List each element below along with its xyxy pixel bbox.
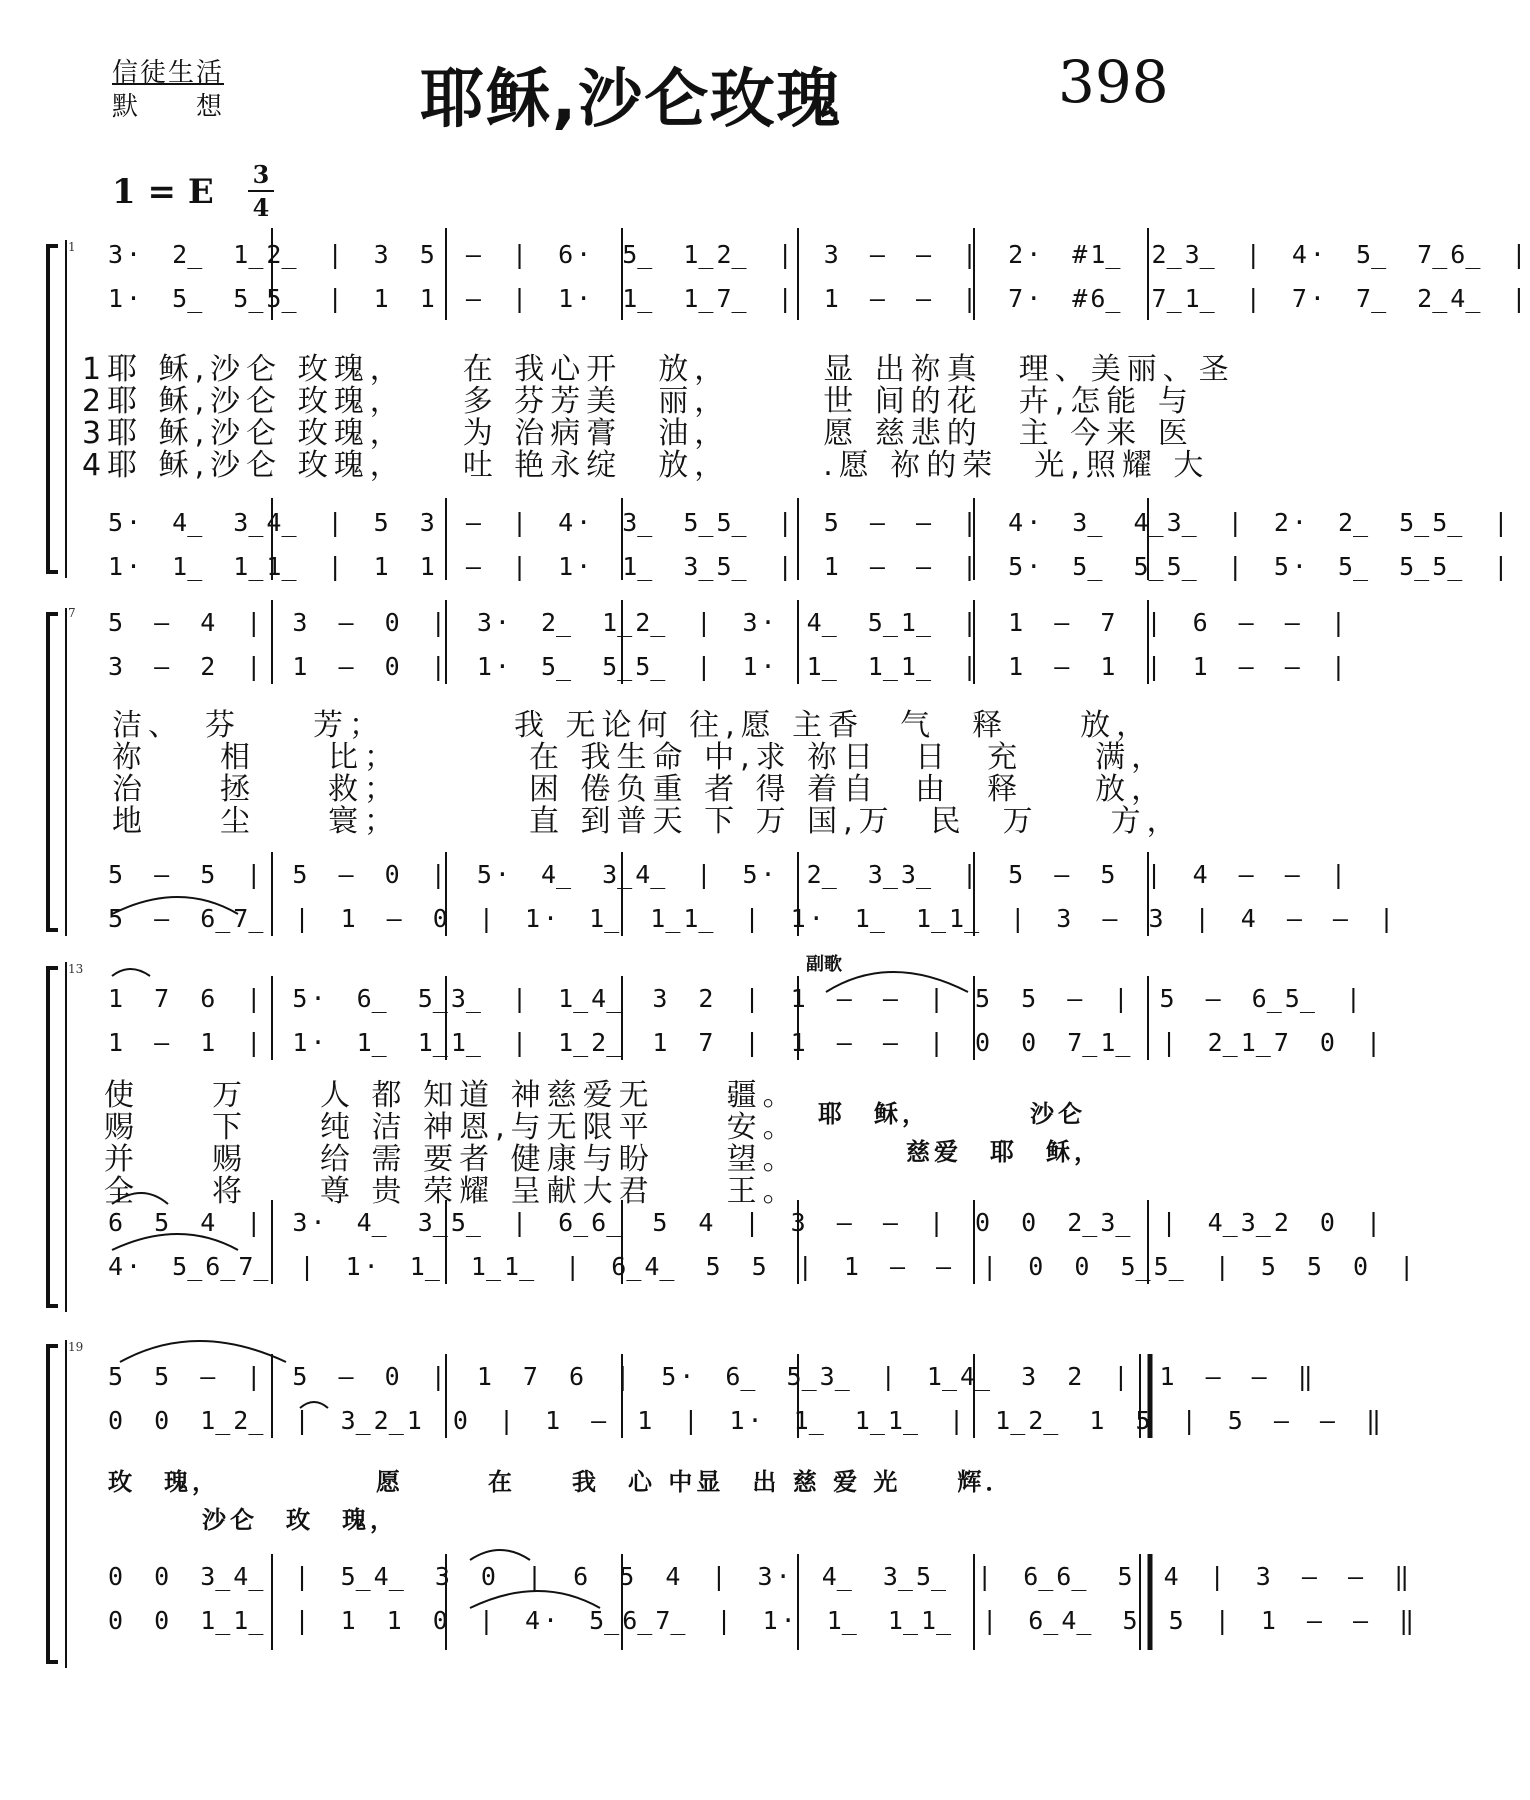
soprano-line: 5 – 4 | 3 – 0 | 3· 2̲ 1̲2̲ | 3· 4̲ 5̲1̲ | 1 – 7 | 6 – – | — [108, 608, 1349, 637]
measure-number: 19 — [68, 1340, 84, 1354]
subcategory-label: 默 想 — [112, 92, 225, 122]
tenor-line: 6 5 4 | 3· 4̲ 3̲5̲ | 6̲6̲ 5 4 | 3 – – | 0 0 2̲3̲ | 4̲3̲2 0 | — [108, 1208, 1385, 1237]
chorus-lyric-upper: 耶 稣， 沙仑 — [818, 1100, 1086, 1128]
tenor-line: 5 – 5 | 5 – 0 | 5· 4̲ 3̲4̲ | 5· 2̲ 3̲3̲ | 5 – 5 | 4 – – | — [108, 860, 1349, 889]
lyric-verse-3: 3耶 稣,沙仑 玫瑰， 为 治病膏 油， 愿 慈悲的 主 今来 医 — [82, 416, 1194, 451]
lyric-verse-3: 并 赐 给 需 要者 健康与盼 望。 — [104, 1142, 799, 1177]
measure-number: 7 — [68, 606, 76, 620]
lyric-verse-2: 祢 相 比； 在 我生命 中,求 祢日 日 充 满， — [112, 740, 1168, 775]
alto-line: 1· 5̲ 5̲5̲ | 1 1 – | 1· 1̲ 1̲7̲ | 1 – – | 7· #6̲ 7̲1̲ | 7· 7̲ 2̲4̲ | — [108, 284, 1530, 313]
bass-line: 0 0 1̲1̲ | 1 1 0 | 4· 5̲6̲7̲ | 1· 1̲ 1̲1̲ | 6̲4̲ 5 5 | 1 – – ‖ — [108, 1606, 1418, 1635]
key-signature: 1 = E — [112, 172, 214, 212]
lyric-verse-3: 治 拯 救； 困 倦负重 者 得 着自 由 释 放， — [112, 772, 1168, 807]
alto-line: 1 – 1 | 1· 1̲ 1̲1̲ | 1̲2̲ 1 7 | 1 – – | 0 0 7̲1̲ | 2̲1̲7 0 | — [108, 1028, 1385, 1057]
lyric-verse-4: 4耶 稣,沙仑 玫瑰， 吐 艳永绽 放， .愿 祢的荣 光,照耀 大 — [82, 448, 1210, 483]
measure-number: 1 — [68, 240, 76, 254]
alto-line: 3 – 2 | 1 – 0 | 1· 5̲ 5̲5̲ | 1· 1̲ 1̲1̲ | 1 – 1 | 1 – – | — [108, 652, 1349, 681]
category-label: 信徒生活 — [112, 58, 225, 88]
lyric-verse-1: 1耶 稣,沙仑 玫瑰， 在 我心开 放， 显 出祢真 理、美丽、圣 — [82, 352, 1235, 387]
lyric-verse-2: 2耶 稣,沙仑 玫瑰， 多 芬芳美 丽， 世 间的花 卉,怎能 与 — [82, 384, 1194, 419]
lyric-upper: 玫 瑰， 愿 在 我 心 中显 出 慈 爱 光 辉． — [108, 1468, 1014, 1496]
bass-line: 5 – 6̲7̲ | 1 – 0 | 1· 1̲ 1̲1̲ | 1· 1̲ 1̲1̲ | 3 – 3 | 4 – – | — [108, 904, 1398, 933]
soprano-line: 1 7 6 | 5· 6̲ 5̲3̲ | 1̲4̲ 3 2 | 1 – – | 5 5 – | 5 – 6̲5̲ | — [108, 984, 1364, 1013]
chorus-label: 副歌 — [806, 954, 842, 975]
lyric-verse-2: 赐 下 纯 洁 神恩,与无限平 安。 — [104, 1110, 799, 1145]
lyric-verse-1: 洁、 芬 芳； 我 无论何 往,愿 主香 气 释 放， — [112, 708, 1153, 743]
hymn-title: 耶稣,沙仑玫瑰 — [420, 63, 843, 137]
system-bracket — [48, 246, 58, 572]
lyric-verse-1: 使 万 人 都 知道 神慈爱无 疆。 — [104, 1078, 799, 1113]
hymn-number: 398 — [1058, 48, 1169, 116]
system-bracket — [48, 968, 58, 1306]
slur-mark — [470, 1550, 530, 1560]
time-denominator: 4 — [252, 193, 270, 222]
soprano-line: 3· 2̲ 1̲2̲ | 3 5 – | 6· 5̲ 1̲2̲ | 3 – – | 2· #1̲ 2̲3̲ | 4· 5̲ 7̲6̲ | — [108, 240, 1530, 269]
lyric-verse-4: 全 将 尊 贵 荣耀 呈献大君 王。 — [104, 1174, 799, 1209]
soprano-line: 5 5 – | 5 – 0 | 1 7 6 | 5· 6̲ 5̲3̲ | 1̲4̲ 3 2 | 1 – – ‖ — [108, 1362, 1316, 1391]
chorus-lyric-lower: 慈爱 耶 稣， — [906, 1138, 1102, 1166]
alto-line: 0 0 1̲2̲ | 3̲2̲1 0 | 1 – 1 | 1· 1̲ 1̲1̲ | 1̲2̲ 1 5 | 5 – – ‖ — [108, 1406, 1385, 1435]
time-numerator: 3 — [252, 160, 270, 189]
slur-mark — [112, 969, 150, 976]
lyric-verse-4: 地 尘 寰； 直 到普天 下 万 国,万 民 万 方， — [112, 804, 1183, 839]
system-bracket — [48, 614, 58, 930]
tenor-line: 0 0 3̲4̲ | 5̲4̲ 3 0 | 6 5 4 | 3· 4̲ 3̲5̲ | 6̲6̲ 5 4 | 3 – – ‖ — [108, 1562, 1413, 1591]
measure-number: 13 — [68, 962, 84, 976]
lyric-lower: 沙仑 玫 瑰， — [202, 1506, 398, 1534]
bass-line: 4· 5̲6̲7̲ | 1· 1̲ 1̲1̲ | 6̲4̲ 5 5 | 1 – – | 0 0 5̲5̲ | 5 5 0 | — [108, 1252, 1418, 1281]
tie-mark — [120, 1341, 286, 1362]
bass-line: 1· 1̲ 1̲1̲ | 1 1 – | 1· 1̲ 3̲5̲ | 1 – – | 5· 5̲ 5̲5̲ | 5· 5̲ 5̲5̲ | — [108, 552, 1512, 581]
system-bracket — [48, 1346, 58, 1662]
tenor-line: 5· 4̲ 3̲4̲ | 5 3 – | 4· 3̲ 5̲5̲ | 5 – – | 4· 3̲ 4̲3̲ | 2· 2̲ 5̲5̲ | — [108, 508, 1512, 537]
